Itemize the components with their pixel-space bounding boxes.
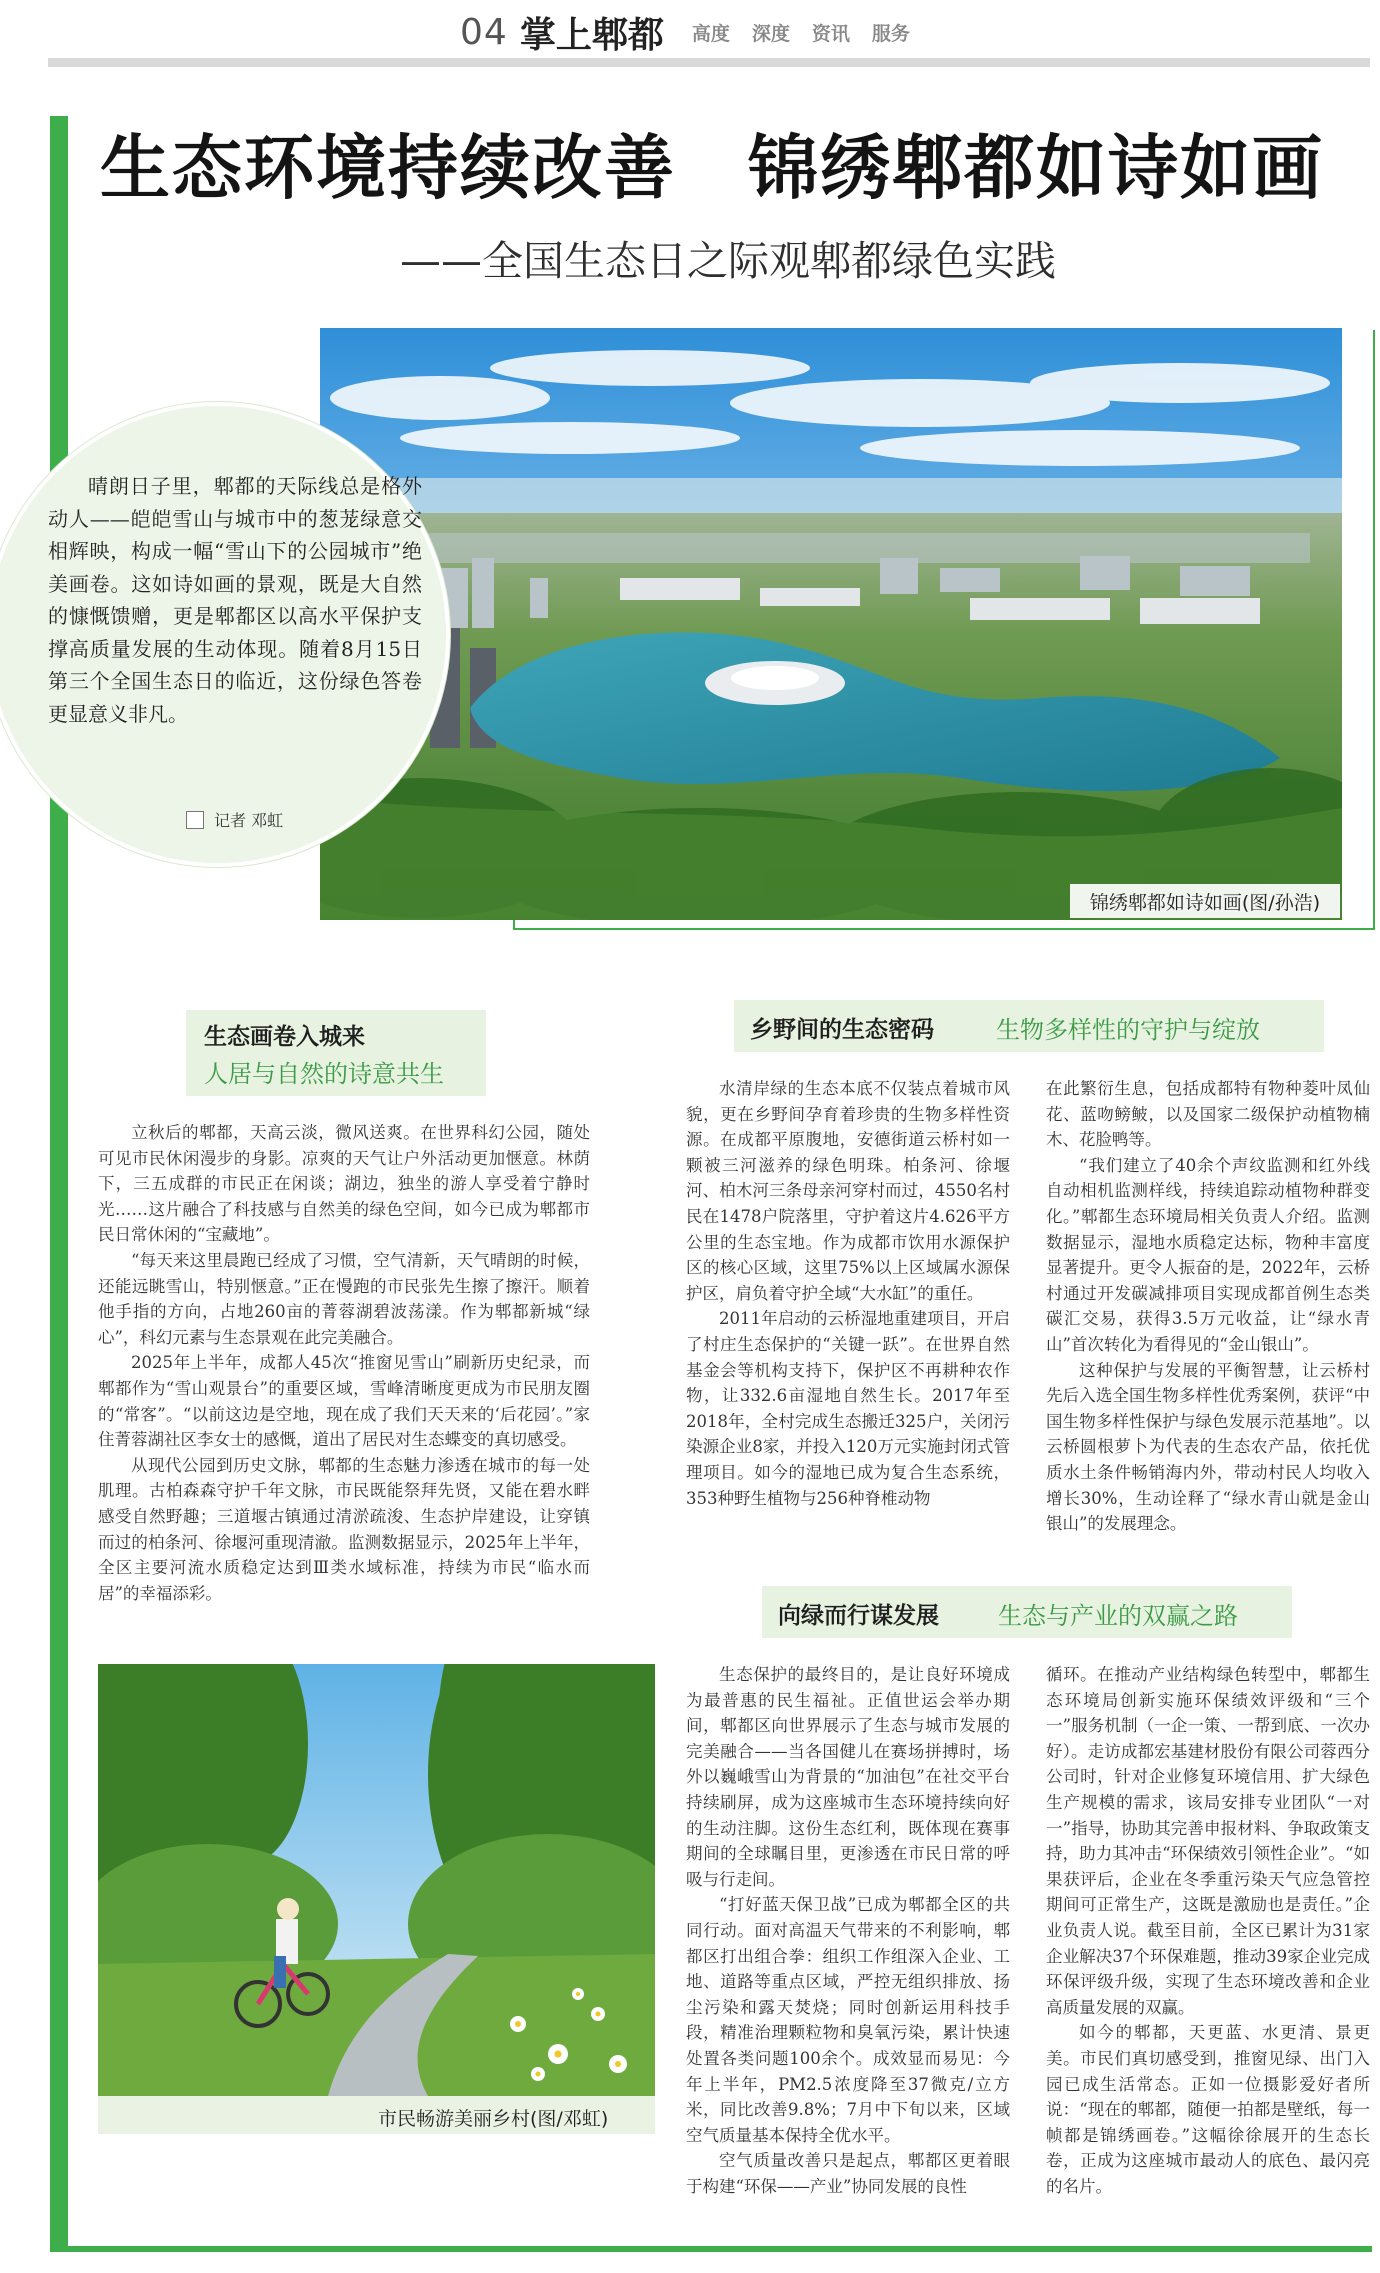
left-paragraph-4: 从现代公园到历史文脉，郫都的生态魅力渗透在城市的每一处肌理。古柏森森守护千年文脉，市民既能祭拜先贤，又能在碧水畔感受自然野趣；三道堰古镇通过清淤疏浚、生态护岸建设，让穿镇而过的柏条河、徐堰河重现清澈。监测数据显示，2025年上半年，全区主要河流水质稳定达到Ⅲ类水域标准，持续为市民“临水而居”的幸福添彩。 <box>98 1455 590 1603</box>
section-2-subtitle: 生物多样性的守护与绽放 <box>996 1016 1260 1044</box>
masthead-tags <box>692 19 910 46</box>
headline <box>100 112 1340 213</box>
left-paragraph-1: 立秋后的郫都，天高云淡，微风送爽。在世界科幻公园，随处可见市民休闲漫步的身影。凉爽的天气让户外活动更加惬意。林荫下，三五成群的市民正在闲谈；湖边，独坐的游人享受着宁静时光……这片融合了科技感与自然美的绿色空间，如今已成为郫都市民日常休闲的“宝藏地”。 <box>98 1123 590 1245</box>
hero-photo-caption: 锦绣郫都如诗如画(图/孙浩) <box>1070 884 1340 918</box>
intro-text <box>48 470 422 730</box>
section-3-subtitle: 生态与产业的双赢之路 <box>998 1602 1238 1630</box>
section-3-title: 向绿而行谋发展 <box>778 1603 939 1629</box>
right-top-paragraph-1: 在此繁衍生息，包括成都特有物种菱叶凤仙花、蓝吻鳑鲏，以及国家二级保护动植物楠木、花脸鸭等。 <box>1046 1079 1370 1150</box>
column-name: 掌上郫都 <box>519 14 664 56</box>
masthead <box>460 8 910 56</box>
byline-box <box>186 811 204 829</box>
page-number: 04 <box>460 11 508 53</box>
byline <box>186 808 283 831</box>
subheadline: ——全国生态日之际观郫都绿色实践 <box>400 237 1056 285</box>
left-green-bar <box>50 116 68 2248</box>
section-header-2 <box>734 1000 1324 1052</box>
left-paragraph-3: 2025年上半年，成都人45次“推窗见雪山”刷新历史纪录，而郫都作为“雪山观景台”的重要区域，雪峰清晰度更成为市民朋友圈的“常客”。“以前这边是空地，现在成了我们天天来的‘后花园’。”家住菁蓉湖社区李女士的感慨，道出了居民对生态蝶变的真切感受。 <box>98 1353 590 1450</box>
tag-zixun: 资讯 <box>811 22 850 45</box>
village-photo-caption: 市民畅游美丽乡村(图/邓虹) <box>378 2108 609 2130</box>
tag-gaodu: 高度 <box>691 22 730 45</box>
section-header-3 <box>762 1586 1292 1638</box>
hero-photo <box>320 328 1342 920</box>
tag-fuwu: 服务 <box>871 22 910 45</box>
headline-part2: 锦绣郫都如诗如画 <box>748 127 1324 209</box>
byline-text: 记者 邓虹 <box>214 811 284 830</box>
section-1-title: 生态画卷入城来 <box>204 1024 365 1050</box>
left-paragraph-2: “每天来这里晨跑已经成了习惯，空气清新，天气晴朗的时候，还能远眺雪山，特别惬意。”正在慢跑的市民张先生擦了擦汗。顺着他手指的方向，占地260亩的菁蓉湖碧波荡漾。作为郫都新城“绿心”，科幻元素与生态景观在此完美融合。 <box>98 1250 590 1347</box>
middle-top-paragraph-2: 2011年启动的云桥湿地重建项目，开启了村庄生态保护的“关键一跃”。在世界自然基金会等机构支持下，保护区不再耕种农作物，让332.6亩湿地自然生长。2017年至2018年，全村完成生态搬迁325户，关闭污染源企业8家，并投入120万元实施封闭式管理项目。如今的湿地已成为复合生态系统，353种野生植物与256种脊椎动物 <box>686 1309 1010 1508</box>
village-photo <box>98 1664 655 2096</box>
right-bottom-paragraph-2: 如今的郫都，天更蓝、水更清、景更美。市民们真切感受到，推窗见绿、出门入园已成生活常态。正如一位摄影爱好者所说：“现在的郫都，随便一拍都是壁纸，每一帧都是锦绣画卷。”这幅徐徐展开的生态长卷，正成为这座城市最动人的底色、最闪亮的名片。 <box>1046 2023 1370 2196</box>
middle-bottom-paragraph-3: 空气质量改善只是起点，郫都区更着眼于构建“环保——产业”协同发展的良性 <box>686 2151 1010 2196</box>
right-top-paragraph-2: “我们建立了40余个声纹监测和红外线自动相机监测样线，持续追踪动植物种群变化。”郫都生态环境局相关负责人介绍。监测数据显示，湿地水质稳定达标，物种丰富度显著提升。更令人振奋的是，2022年，云桥村通过开发碳减排项目实现成都首例生态类碳汇交易，获得3.5万元收益，让“绿水青山”首次转化为看得见的“金山银山”。 <box>1046 1155 1370 1354</box>
left-column <box>98 1120 590 1606</box>
middle-bottom-paragraph-2: “打好蓝天保卫战”已成为郫都全区的共同行动。面对高温天气带来的不利影响，郫都区打出组合拳：组织工作组深入企业、工地、道路等重点区域，严控无组织排放、扬尘污染和露天焚烧；同时创新运用科技手段，精准治理颗粒物和臭氧污染，累计快速处置各类问题100余个。成效显而易见：今年上半年，PM2.5浓度降至37微克/立方米，同比改善9.8%；7月中下旬以来，区域空气质量基本保持全优水平。 <box>686 1895 1010 2145</box>
right-bottom-paragraph-1: 循环。在推动产业结构绿色转型中，郫都生态环境局创新实施环保绩效评级和“三个一”服务机制（一企一策、一帮到底、一次办好）。走访成都宏基建材股份有限公司蓉西分公司时，针对企业修复环境信用、扩大绿色生产规模的需求，该局安排专业团队“一对一”指导，协助其完善申报材料、争取政策支持，助力其冲击“环保绩效引领性企业”。“如果获评后，企业在冬季重污染天气应急管控期间可正常生产，这既是激励也是责任。”企业负责人说。截至目前，全区已累计为31家企业解决37个环保难题，推动39家企业完成环保评级升级，实现了生态环境改善和企业高质量发展的双赢。 <box>1046 1665 1370 2017</box>
headline-part1: 生态环境持续改善 <box>100 127 676 209</box>
middle-column-top <box>686 1076 1010 1556</box>
intro-paragraph: 晴朗日子里，郫都的天际线总是格外动人——皑皑雪山与城市中的葱茏绿意交相辉映，构成一幅“雪山下的公园城市”绝美画卷。这如诗如画的景观，既是大自然的慷慨馈赠，更是郫都区以高水平保护支撑高质量发展的生动体现。随着8月15日第三个全国生态日的临近，这份绿色答卷更显意义非凡。 <box>48 474 422 726</box>
bottom-green-rule <box>50 2246 1372 2252</box>
middle-top-paragraph-1: 水清岸绿的生态本底不仅装点着城市风貌，更在乡野间孕育着珍贵的生物多样性资源。在成都平原腹地，安德街道云桥村如一颗被三河滋养的绿色明珠。柏条河、徐堰河、柏木河三条母亲河穿村而过，4550名村民在1478户院落里，守护着这片4.626平方公里的生态宝地。作为成都市饮用水源保护区的核心区域，这里75%以上区域属水源保护区，肩负着守护全域“大水缸”的重任。 <box>686 1079 1010 1303</box>
middle-bottom-paragraph-1: 生态保护的最终目的，是让良好环境成为最普惠的民生福祉。正值世运会举办期间，郫都区向世界展示了生态与城市发展的完美融合——当各国健儿在赛场拼搏时，场外以巍峨雪山为背景的“加油包”在社交平台持续刷屏，成为这座城市生态环境持续向好的生动注脚。这份生态红利，既体现在赛事期间的全球瞩目里，更渗透在市民日常的呼吸与行走间。 <box>686 1665 1010 1889</box>
section-header-1 <box>186 1010 486 1096</box>
section-2-title: 乡野间的生态密码 <box>750 1017 934 1043</box>
top-rule <box>48 58 1370 67</box>
section-1-subtitle: 人居与自然的诗意共生 <box>204 1060 444 1088</box>
right-top-paragraph-3: 这种保护与发展的平衡智慧，让云桥村先后入选全国生物多样性优秀案例，获评“中国生物多样性保护与绿色发展示范基地”。以云桥圆根萝卜为代表的生态农产品，依托优质水土条件畅销海内外，带动村民人均收入增长30%，生动诠释了“绿水青山就是金山银山”的发展理念。 <box>1046 1360 1370 1534</box>
middle-column-bottom <box>686 1662 1010 2232</box>
right-column-top <box>1046 1076 1370 1566</box>
right-column-bottom <box>1046 1662 1370 2232</box>
tag-shendu: 深度 <box>751 22 790 45</box>
